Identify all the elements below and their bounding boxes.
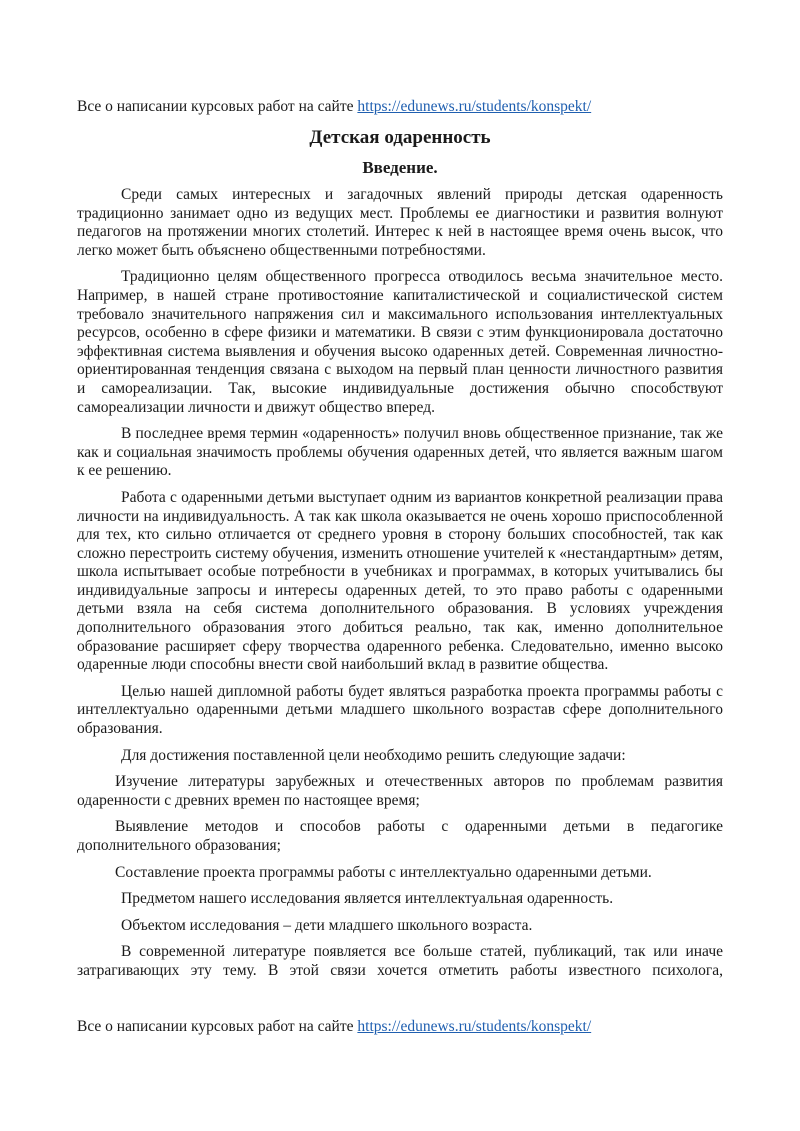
task-item: Изучение литературы зарубежных и отечественных авторов по проблемам развития одаренности с древних времен по настоящее время; bbox=[77, 773, 723, 809]
footer-text: Все о написании курсовых работ на сайте bbox=[77, 1018, 358, 1035]
page-header bbox=[77, 97, 591, 117]
paragraph: Предметом нашего исследования является интеллектуальная одаренность. bbox=[121, 890, 614, 908]
task-item: Выявление методов и способов работы с одаренными детьми в педагогике дополнительного образования; bbox=[77, 818, 723, 854]
paragraph: Работа с одаренными детьми выступает одним из вариантов конкретной реализации права личности на индивидуальность. А так как школа оказывается не очень хорошо приспособленной для тех, кто сильно отличается от среднего уровня в сторону больших способностей, так как сложно перестроить систему обучения, изменить отношение учителей к «нестандартным» детям, школа испытывает особые потребности в учебниках и программах, в которых учитывались бы индивидуальные запросы и интересы одаренных детей, то это право работы с одаренными детьми взяла на себя система дополнительного образования. В условиях учреждения дополнительного образования этого добиться реально, так как, именно дополнительное образование расширяет сферу творчества одаренного ребенка. Следовательно, именно высоко одаренные люди способны внести свой наибольший вклад в развитие общества. bbox=[77, 488, 723, 674]
document-title: Детская одаренность bbox=[309, 127, 491, 148]
paragraph: Среди самых интересных и загадочных явлений природы детская одаренность традиционно занимает одно из ведущих мест. Проблемы ее диагностики и развития волнуют педагогов на протяжении многих столетий. Интерес к ней в настоящее время очень высок, что легко может быть объяснено общественными потребностями. bbox=[77, 186, 723, 259]
page-footer bbox=[77, 1017, 591, 1037]
footer-link[interactable]: https://edunews.ru/students/konspekt/ bbox=[357, 1018, 592, 1035]
paragraph: Объектом исследования – дети младшего школьного возраста. bbox=[121, 916, 533, 934]
section-heading: Введение. bbox=[362, 158, 438, 177]
paragraph: Традиционно целям общественного прогресса отводилось весьма значительное место. Например, в нашей стране противостояние капиталистической и социалистической систем требовало значительного напряжения сил и максимального использования интеллектуальных ресурсов, особенно в сфере физики и математики. В связи с этим функционировала достаточно эффективная система выявления и обучения высоко одаренных детей. Современная личностно-ориентированная тенденция связана с выходом на первый план ценности личностного развития и самореализации. Так, высокие индивидуальные достижения обычно способствуют самореализации личности и движут общество вперед. bbox=[77, 268, 723, 416]
header-link[interactable]: https://edunews.ru/students/konspekt/ bbox=[357, 98, 592, 115]
paragraph: В современной литературе появляется все больше статей, публикаций, так или иначе затрагивающих эту тему. В этой связи хочется отметить работы известного психолога, bbox=[77, 943, 723, 979]
paragraph: Для достижения поставленной цели необходимо решить следующие задачи: bbox=[121, 746, 626, 764]
paragraph: В последнее время термин «одаренность» получил вновь общественное признание, так же как и социальная значимость проблемы обучения одаренных детей, что является важным шагом к ее решению. bbox=[77, 425, 723, 480]
document-body bbox=[77, 186, 723, 981]
paragraph: Целью нашей дипломной работы будет являться разработка проекта программы работы с интеллектуально одаренными детьми младшего школьного возрастав сфере дополнительного образования. bbox=[77, 682, 723, 738]
header-text: Все о написании курсовых работ на сайте bbox=[77, 98, 358, 115]
task-item: Составление проекта программы работы с интеллектуально одаренными детьми. bbox=[115, 863, 652, 881]
